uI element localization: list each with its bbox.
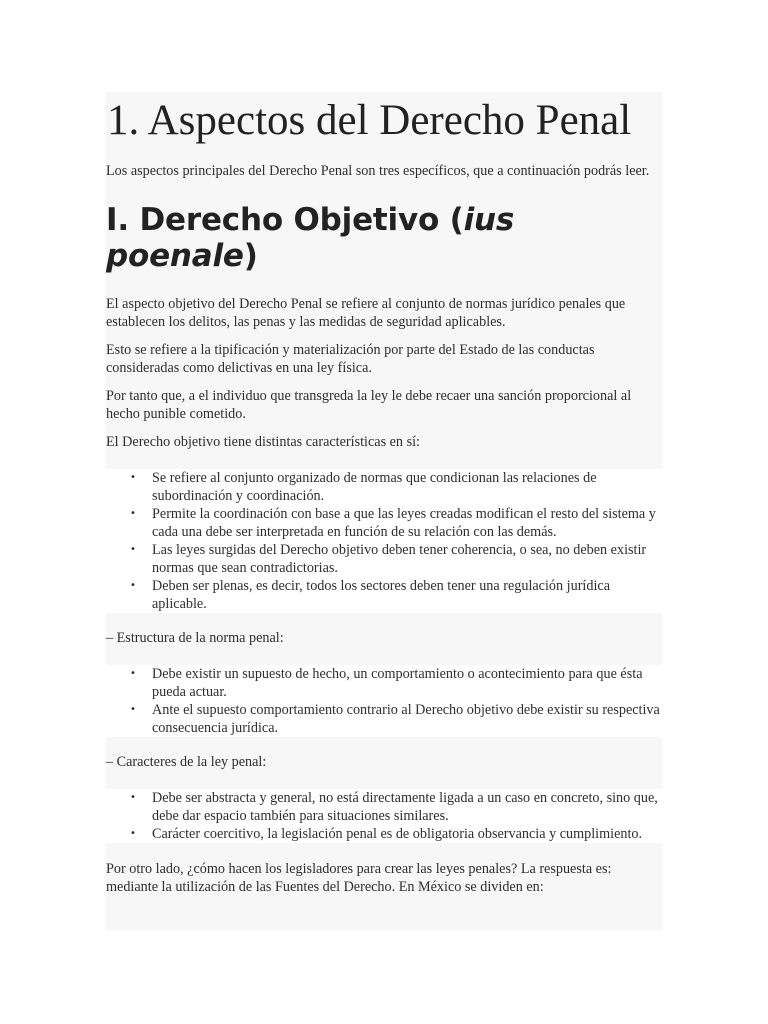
characteristics-list — [106, 469, 662, 613]
list-item — [106, 665, 662, 701]
list-item — [106, 789, 662, 825]
list-item — [106, 541, 662, 577]
list-item-text: Se refiere al conjunto organizado de normas que condicionan las relaciones de subordinación y coordinación. — [152, 470, 597, 504]
section-heading — [106, 202, 662, 274]
bullet-icon: • — [130, 580, 136, 591]
traits-list — [106, 789, 662, 843]
bullet-icon: • — [130, 704, 136, 715]
list-item-text: Carácter coercitivo, la legislación penal es de obligatoria observancia y cumplimiento. — [152, 826, 643, 842]
list-item-text: Las leyes surgidas del Derecho objetivo deben tener coherencia, o sea, no deben existir normas que sean contradictorias. — [152, 542, 647, 576]
list-item — [106, 505, 662, 541]
paragraph: Esto se refiere a la tipificación y materialización por parte del Estado de las conductas consideradas como delictivas en una ley física. — [106, 342, 595, 376]
intro-paragraph: Los aspectos principales del Derecho Penal son tres específicos, que a continuación podrás leer. — [106, 163, 650, 179]
list-item-text: Debe ser abstracta y general, no está directamente ligada a un caso en concreto, sino que, debe dar espacio también para situaciones similares. — [152, 790, 658, 824]
list-item-text: Debe existir un supuesto de hecho, un comportamiento o acontecimiento para que ésta pueda actuar. — [152, 666, 643, 700]
subheading: – Estructura de la norma penal: — [106, 630, 284, 646]
bullet-icon: • — [130, 508, 136, 519]
document-content — [106, 92, 662, 930]
list-item — [106, 825, 662, 843]
structure-list — [106, 665, 662, 737]
list-item-text: Permite la coordinación con base a que las leyes creadas modifican el resto del sistema y cada una debe ser interpretada en función de su relación con las demás. — [152, 506, 656, 540]
bullet-icon: • — [130, 472, 136, 483]
list-item — [106, 469, 662, 505]
page-title: 1. Aspectos del Derecho Penal — [107, 97, 632, 144]
subheading: – Caracteres de la ley penal: — [106, 754, 267, 770]
section-heading-suffix: ) — [243, 238, 258, 274]
closing-paragraph: Por otro lado, ¿cómo hacen los legisladores para crear las leyes penales? La respuesta es: mediante la utilización de las Fuentes del Derecho. En México se dividen en: — [106, 861, 612, 895]
list-item — [106, 701, 662, 737]
bullet-icon: • — [130, 828, 136, 839]
bullet-icon: • — [130, 792, 136, 803]
paragraph: El aspecto objetivo del Derecho Penal se refiere al conjunto de normas jurídico penales que establecen los delitos, las penas y las medidas de seguridad aplicables. — [106, 296, 626, 330]
section-heading-latin-term: ius poenale — [106, 202, 515, 274]
paragraph: El Derecho objetivo tiene distintas características en sí: — [106, 434, 420, 450]
section-heading-prefix: I. Derecho Objetivo ( — [106, 202, 464, 238]
bullet-icon: • — [130, 668, 136, 679]
list-item-text: Ante el supuesto comportamiento contrario al Derecho objetivo debe existir su respectiva consecuencia jurídica. — [152, 702, 660, 736]
list-item-text: Deben ser plenas, es decir, todos los sectores deben tener una regulación jurídica aplicable. — [152, 578, 610, 612]
paragraph: Por tanto que, a el individuo que transgreda la ley le debe recaer una sanción proporcional al hecho punible cometido. — [106, 388, 632, 422]
bullet-icon: • — [130, 544, 136, 555]
list-item — [106, 577, 662, 613]
